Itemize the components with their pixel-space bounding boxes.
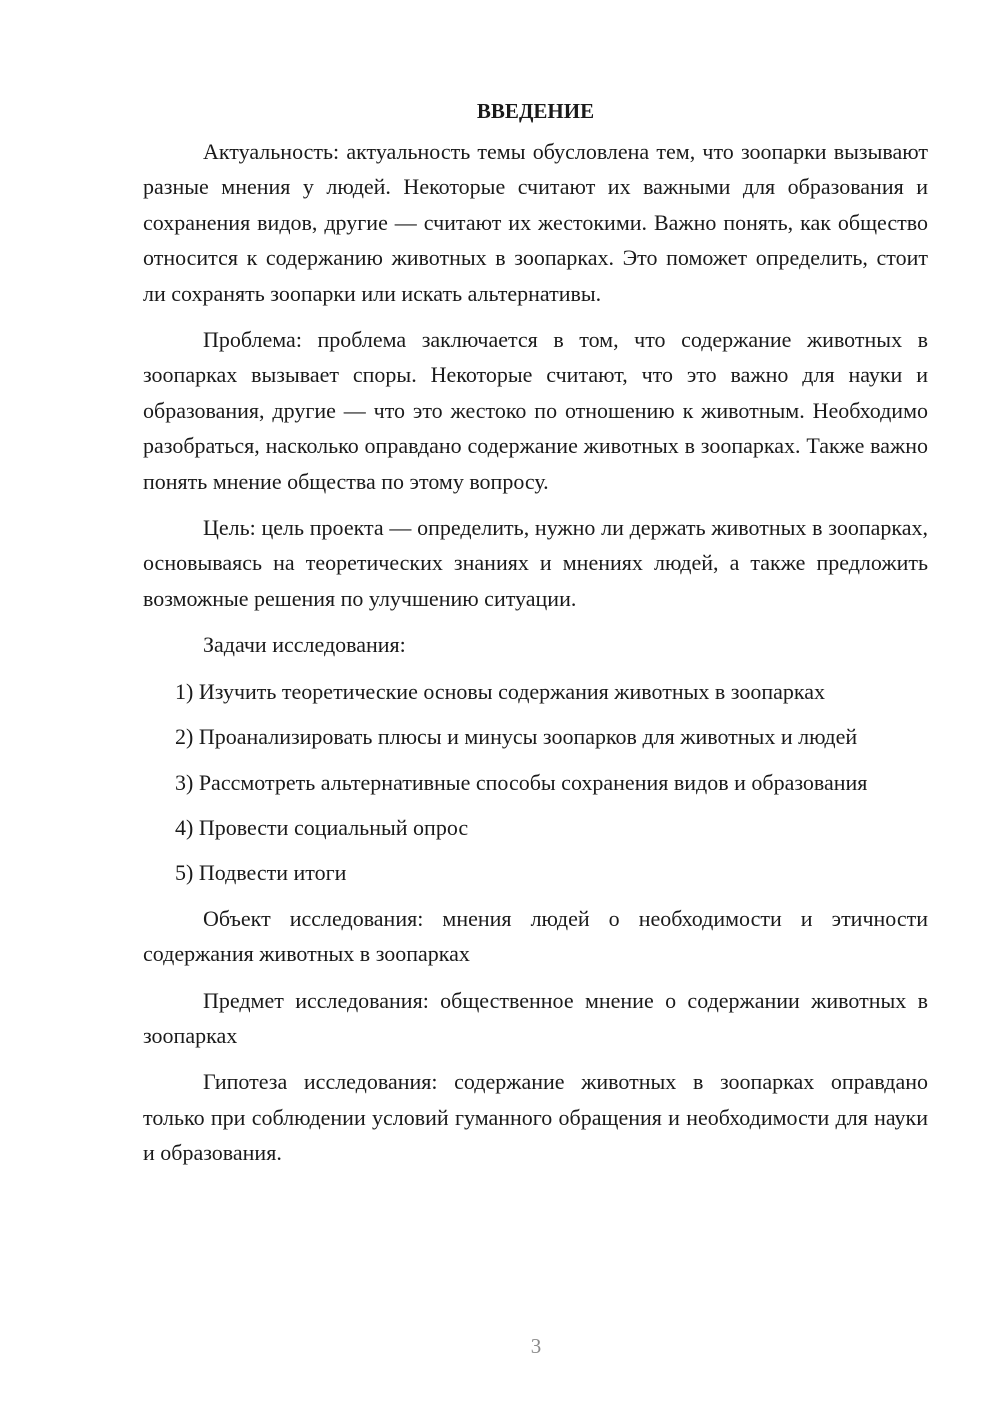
task-item: 5) Подвести итоги	[175, 860, 347, 886]
paragraph-goal: Цель: цель проекта — определить, нужно ли держать животных в зоопарках, основываясь на теоретических знаниях и мнениях людей, а также предложить возможные решения по улучшению ситуации.	[143, 515, 928, 611]
task-item: 2) Проанализировать плюсы и минусы зоопарков для животных и людей	[175, 724, 858, 750]
paragraph-tasks-title: Задачи исследования:	[203, 632, 406, 658]
task-item: 4) Провести социальный опрос	[175, 814, 469, 840]
paragraph-hypothesis: Гипотеза исследования: содержание животных в зоопарках оправдано только при соблюдении условий гуманного обращения и необходимости для науки и образования.	[143, 1069, 928, 1166]
section-heading: ВВЕДЕНИЕ	[476, 99, 595, 123]
task-list	[143, 674, 928, 891]
paragraph-relevance: Актуальность: актуальность темы обусловлена тем, что зоопарки вызывают разные мнения у людей. Некоторые считают их важными для образования и сохранения видов, другие — считают их жестокими. Важно понять, как общество относится к содержанию животных в зоопарках. Это поможет определить, стоит ли сохранять зоопарки или искать альтернативы.	[143, 139, 928, 306]
page-number: 3	[530, 1334, 542, 1358]
document-body	[143, 94, 928, 1182]
task-item: 1) Изучить теоретические основы содержания животных в зоопарках	[175, 678, 825, 704]
task-item: 3) Рассмотреть альтернативные способы сохранения видов и образования	[175, 769, 868, 795]
paragraph-object: Объект исследования: мнения людей о необходимости и этичности содержания животных в зоопарках	[143, 905, 928, 967]
paragraph-problem: Проблема: проблема заключается в том, что содержание животных в зоопарках вызывает споры. Некоторые считают, что это важно для науки и образования, другие — что это жестоко по отношению к животным. Необходимо разобраться, насколько оправдано содержание животных в зоопарках. Также важно понять мнение общества по этому вопросу.	[143, 327, 928, 494]
paragraph-subject: Предмет исследования: общественное мнение о содержании животных в зоопарках	[143, 987, 928, 1048]
